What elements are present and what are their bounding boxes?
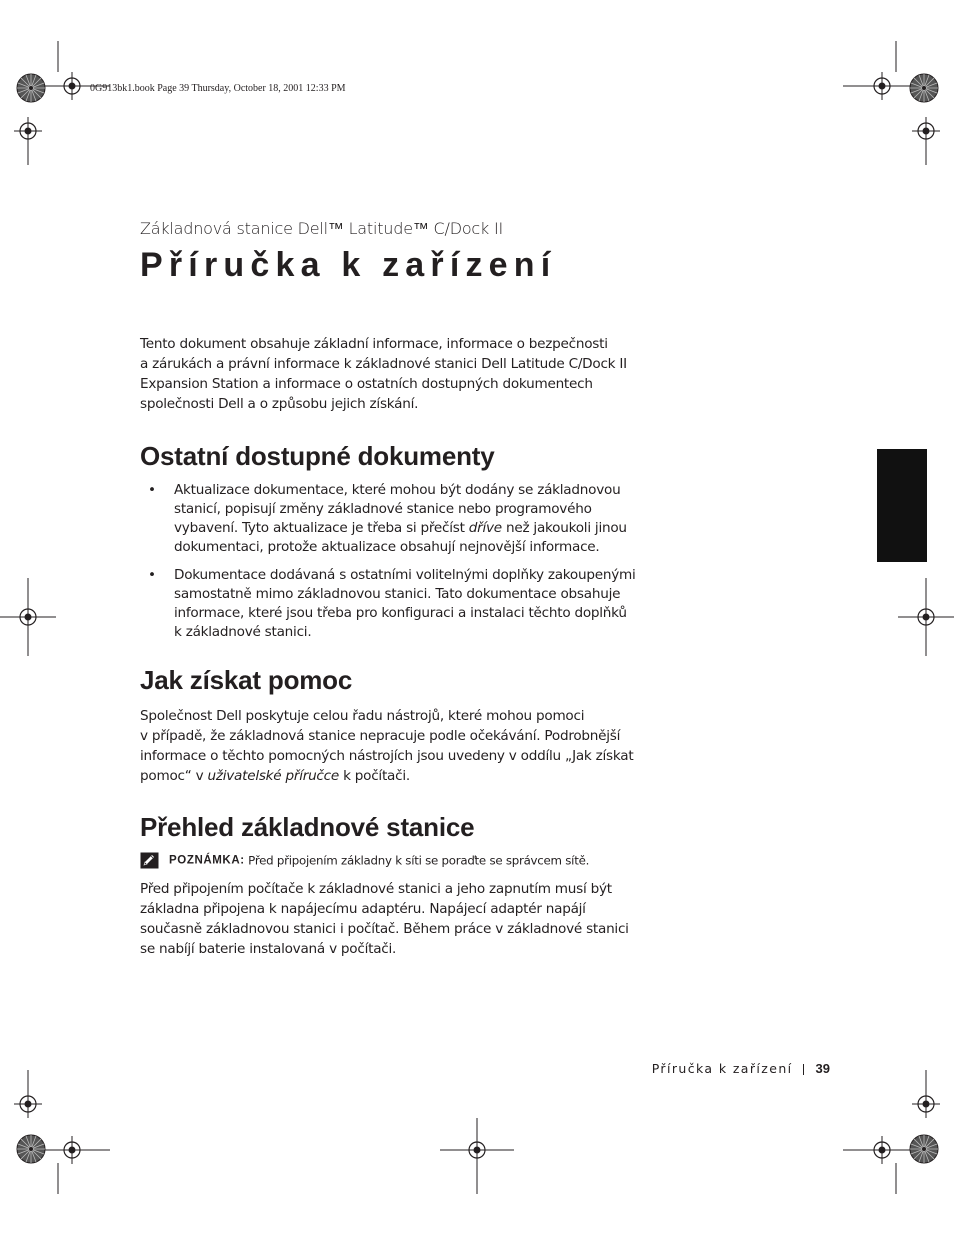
intro-paragraph (140, 334, 630, 414)
bullet-icon: • (148, 567, 156, 583)
heading-get-help: Jak získat pomoc (140, 665, 353, 695)
heading-station-overview: Přehled základnové stanice (140, 812, 475, 842)
intro-line: a zárukách a právní informace k základnové stanici Dell Latitude C/Dock II (140, 356, 627, 372)
emphasis: dříve (468, 520, 502, 536)
note-label: POZNÁMKA: (169, 854, 245, 867)
pencil-note-icon (140, 852, 159, 869)
page-footer (652, 1061, 830, 1076)
intro-line: Expansion Station a informace o ostatních dostupných dokumentech (140, 376, 593, 392)
emphasis: uživatelské příručce (207, 768, 339, 784)
list-item: • Dokumentace dodávaná s ostatními volitelnými doplňky zakoupenými samostatně mimo základnovou stanici. Tato dokumentace obsahuje informace, které jsou třeba pro konfiguraci a instalaci těchto doplňků k základnové stanici. (148, 567, 636, 640)
help-paragraph: Společnost Dell poskytuje celou řadu nástrojů, které mohou pomoci v případě, že základnová stanice nepracuje podle očekávání. Podrobnější informace o těchto pomocných nástrojích jsou uvedeny v oddílu „Jak získat pomoc“ v uživatelské příručce k počítači. (140, 708, 634, 784)
page-number: 39 (815, 1061, 830, 1076)
footer-divider (803, 1064, 804, 1075)
heading-other-documents: Ostatní dostupné dokumenty (140, 441, 495, 471)
documents-list (140, 481, 636, 642)
intro-line: Tento dokument obsahuje základní informace, informace o bezpečnosti (140, 336, 608, 352)
document-subtitle: Základnová stanice Dell™ Latitude™ C/Dock II (140, 219, 503, 238)
page-title: Příručka k zařízení (140, 246, 557, 284)
chapter-thumb-tab (877, 449, 927, 562)
note-text: Před připojením základny k síti se poraďte se správcem sítě. (244, 853, 590, 868)
book-slug: 0G913bk1.book Page 39 Thursday, October 18, 2001 12:33 PM (90, 83, 346, 94)
running-title: Příručka k zařízení (651, 1061, 793, 1076)
note (140, 850, 589, 869)
overview-paragraph: Před připojením počítače k základnové stanici a jeho zapnutím musí být základna připojena k napájecímu adaptéru. Napájecí adaptér napájí současně základnovou stanici i počítač. Během práce v základnové stanici se nabíjí baterie instalovaná v počítači. (140, 881, 629, 957)
list-item: • Aktualizace dokumentace, které mohou být dodány se základnovou stanicí, popisují změny základnové stanice nebo programového vybavení. Tyto aktualizace je třeba si přečíst dříve než jakoukoli jinou dokumentaci, protože aktualizace obsahují nejnovější informace. (148, 482, 627, 555)
intro-line: společnosti Dell a o způsobu jejich získání. (140, 396, 419, 412)
bullet-icon: • (148, 482, 156, 498)
